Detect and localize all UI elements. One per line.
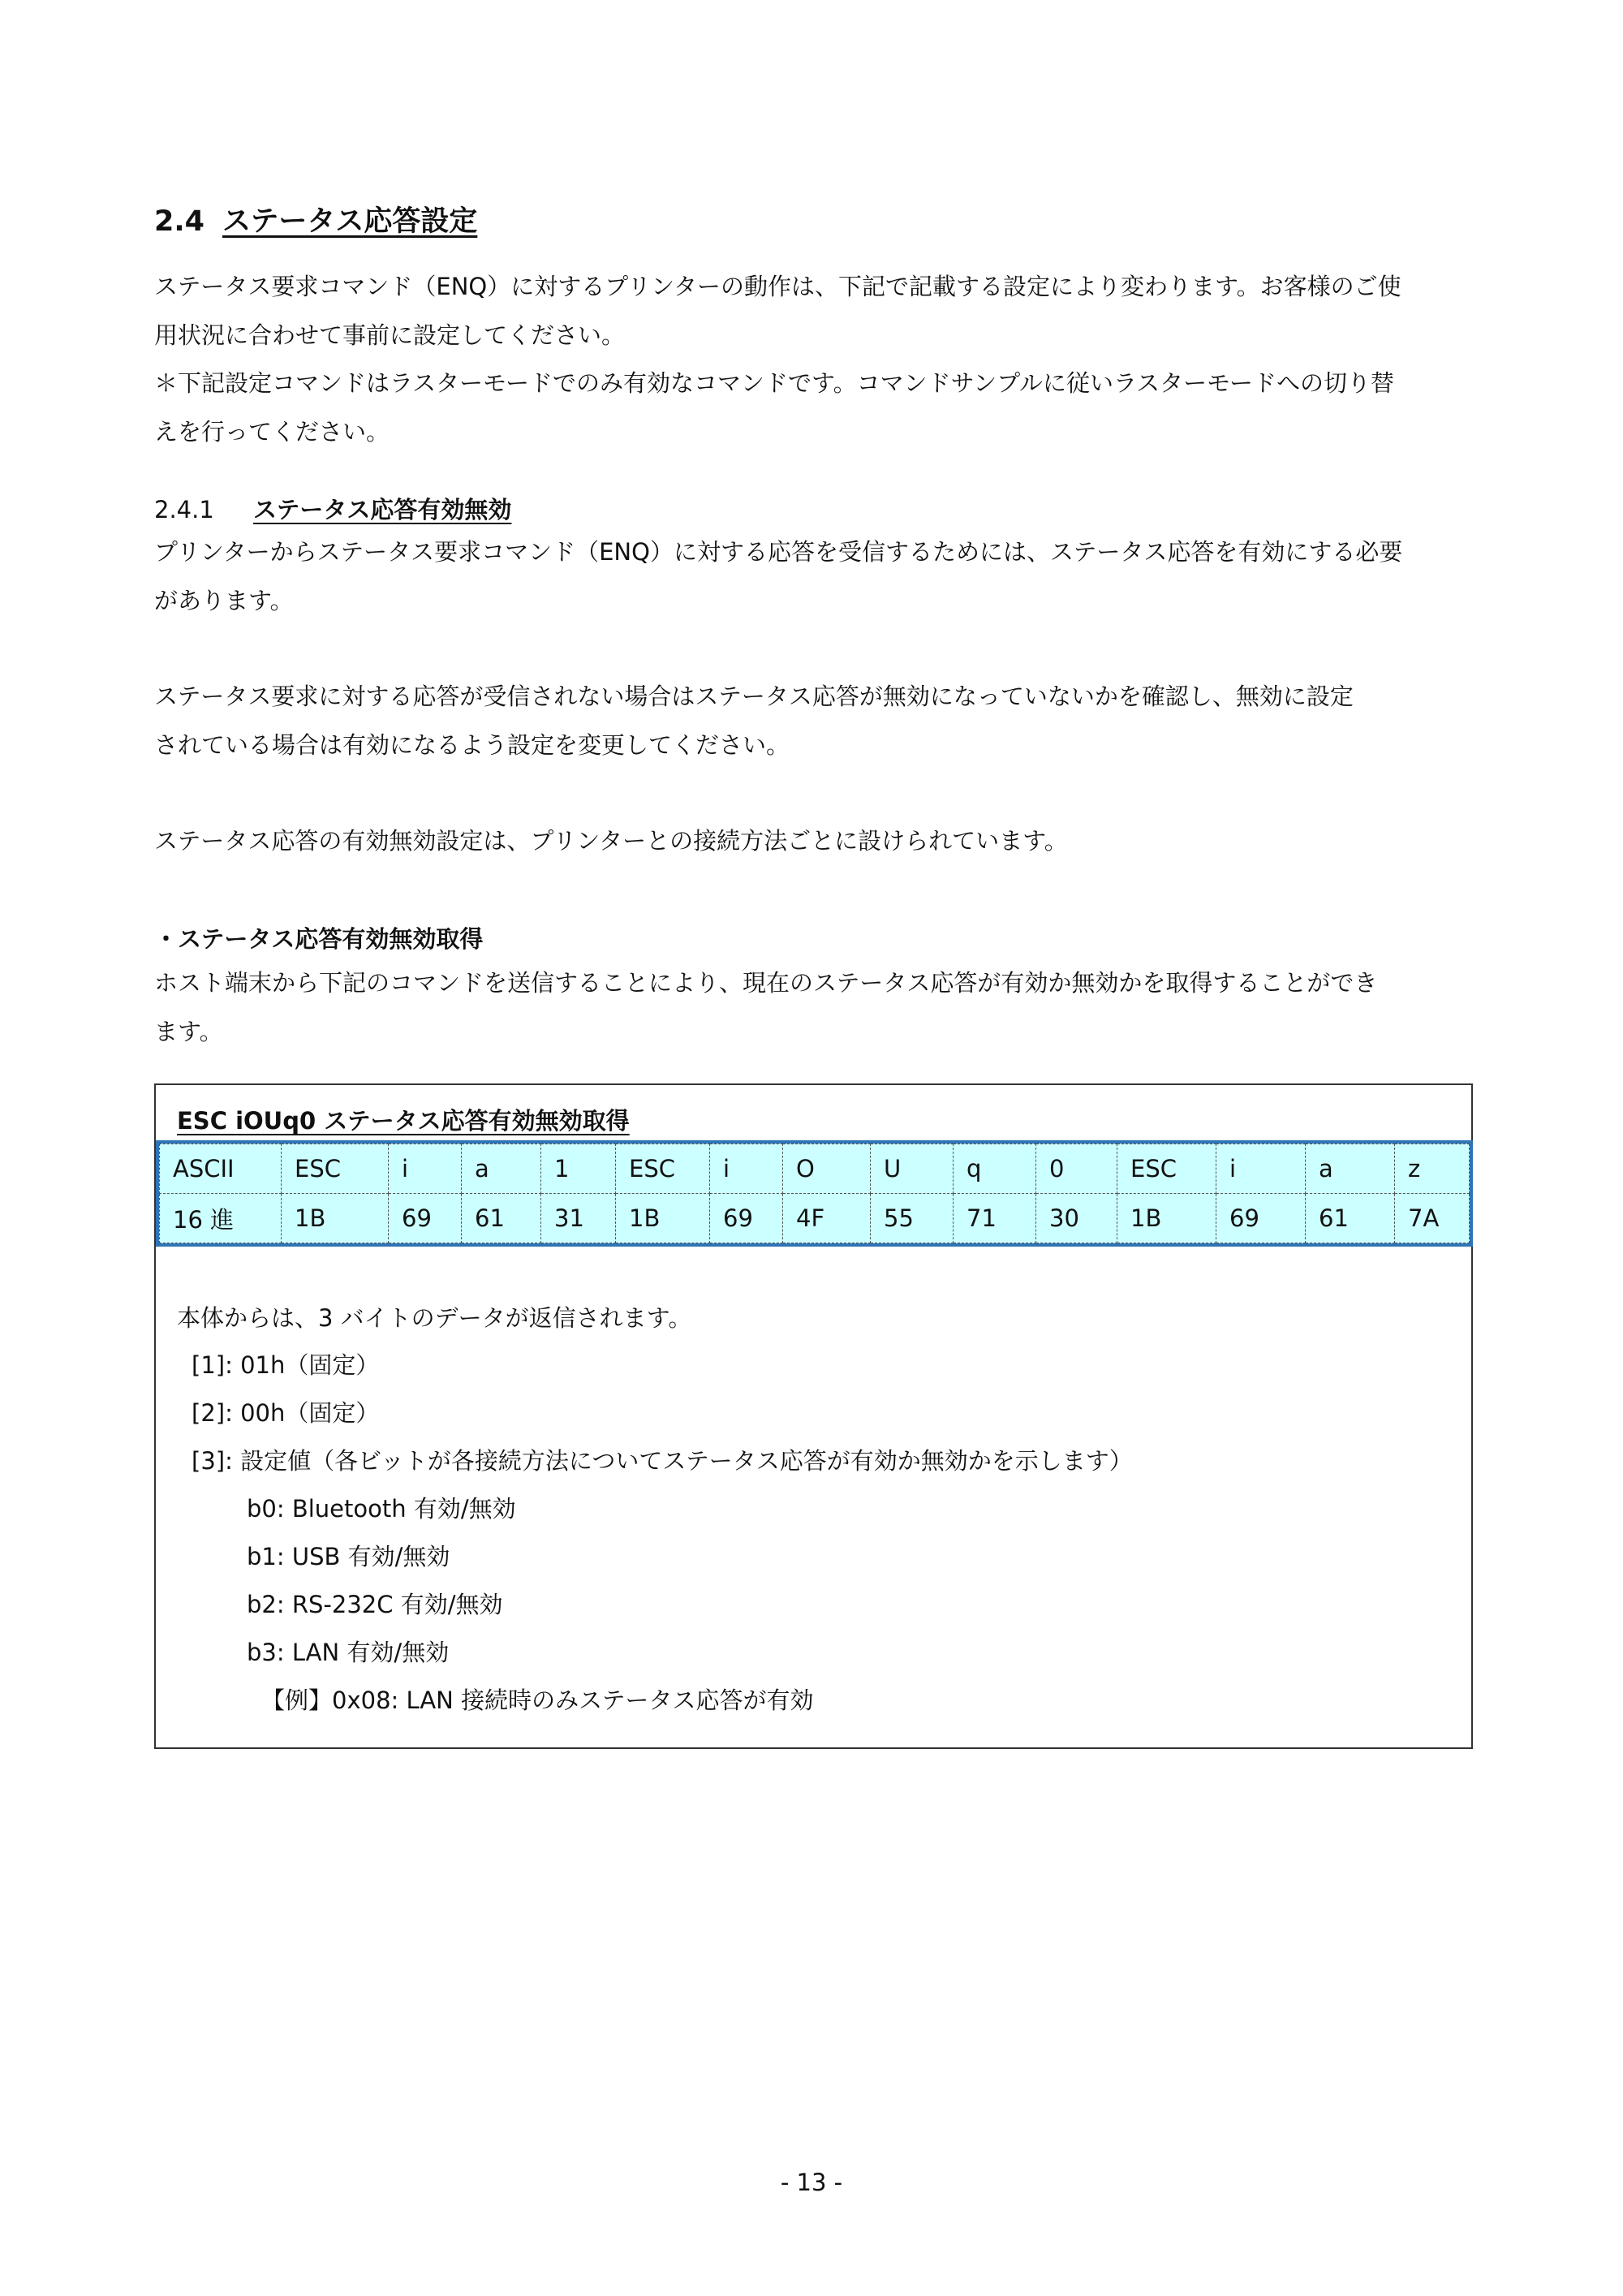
table-cell: i (1216, 1144, 1306, 1194)
table-cell: a (1306, 1144, 1395, 1194)
table-cell: O (783, 1144, 871, 1194)
section-number: 2.4 (154, 205, 205, 238)
table-cell: 4F (783, 1194, 871, 1243)
table-cell: 30 (1036, 1194, 1117, 1243)
response-bit-0: b0: Bluetooth 有効/無効 (247, 1495, 516, 1523)
table-cell: 1B (282, 1194, 389, 1243)
sub-paragraph-line-1: プリンターからステータス要求コマンド（ENQ）に対する応答を受信するためには、ステータス応答を有効にする必要 (154, 538, 1403, 566)
response-intro: 本体からは、3 バイトのデータが返信されます。 (177, 1304, 692, 1332)
sub-paragraph-line-2: があります。 (154, 587, 294, 614)
table-cell: a (462, 1144, 541, 1194)
table-cell: ASCII (160, 1144, 282, 1194)
table-cell: i (389, 1144, 462, 1194)
bullet-paragraph-line-1: ホスト端末から下記のコマンドを送信することにより、現在のステータス応答が有効か無効かを取得することができ (154, 969, 1378, 997)
response-byte-2: [2]: 00h（固定） (192, 1399, 380, 1427)
table-cell: 71 (954, 1194, 1036, 1243)
table-cell: 69 (389, 1194, 462, 1243)
intro-line-4: えを行ってください。 (154, 418, 390, 446)
table-cell: ESC (282, 1144, 389, 1194)
page-number: - 13 - (780, 2169, 843, 2196)
table-cell: 1B (616, 1194, 710, 1243)
bullet-paragraph-line-2: ます。 (154, 1018, 223, 1045)
table-cell: i (710, 1144, 783, 1194)
table-cell: 61 (462, 1194, 541, 1243)
intro-line-1: ステータス要求コマンド（ENQ）に対するプリンターの動作は、下記で記載する設定により変わります。お客様のご使 (154, 273, 1401, 300)
table-cell: 31 (541, 1194, 616, 1243)
table-cell: 1 (541, 1144, 616, 1194)
table-cell: 55 (871, 1194, 954, 1243)
response-bit-1: b1: USB 有効/無効 (247, 1543, 450, 1570)
table-cell: 16 進 (160, 1194, 282, 1243)
sub-paragraph-line-3: ステータス要求に対する応答が受信されない場合はステータス応答が無効になっていないかを確認し、無効に設定 (154, 683, 1354, 710)
subsection-number: 2.4.1 (154, 496, 214, 523)
table-cell: z (1395, 1144, 1470, 1194)
response-bit-2: b2: RS-232C 有効/無効 (247, 1591, 503, 1618)
table-cell: U (871, 1144, 954, 1194)
table-cell: 1B (1117, 1194, 1216, 1243)
hex-row (160, 1194, 1470, 1243)
response-byte-3: [3]: 設定値（各ビットが各接続方法についてステータス応答が有効か無効かを示します） (192, 1447, 1133, 1475)
sub-paragraph-line-5: ステータス応答の有効無効設定は、プリンターとの接続方法ごとに設けられています。 (154, 827, 1068, 855)
table-cell: ESC (616, 1144, 710, 1194)
table-cell: 69 (710, 1194, 783, 1243)
table-cell: 61 (1306, 1194, 1395, 1243)
table-cell: ESC (1117, 1144, 1216, 1194)
response-bit-3: b3: LAN 有効/無効 (247, 1639, 450, 1666)
sub-paragraph-line-4: されている場合は有効になるよう設定を変更してください。 (154, 731, 790, 759)
table-cell: q (954, 1144, 1036, 1194)
bullet-title: ・ステータス応答有効無効取得 (154, 925, 484, 953)
table-cell: 69 (1216, 1194, 1306, 1243)
intro-line-2: 用状況に合わせて事前に設定してください。 (154, 321, 626, 349)
command-table (159, 1144, 1470, 1243)
section-heading (154, 199, 477, 239)
table-cell: 0 (1036, 1144, 1117, 1194)
section-title: ステータス応答設定 (222, 205, 478, 238)
response-example: 【例】0x08: LAN 接続時のみステータス応答が有効 (261, 1686, 814, 1714)
command-box (154, 1083, 1473, 1749)
ascii-row (160, 1144, 1470, 1194)
table-cell: 7A (1395, 1194, 1470, 1243)
response-byte-1: [1]: 01h（固定） (192, 1351, 380, 1379)
command-box-title: ESC iOUq0 ステータス応答有効無効取得 (177, 1107, 630, 1135)
subsection-title: ステータス応答有効無効 (253, 496, 512, 523)
subsection-heading (154, 492, 511, 525)
intro-line-3: ＊下記設定コマンドはラスターモードでのみ有効なコマンドです。コマンドサンプルに従いラスターモードへの切り替 (154, 369, 1395, 397)
